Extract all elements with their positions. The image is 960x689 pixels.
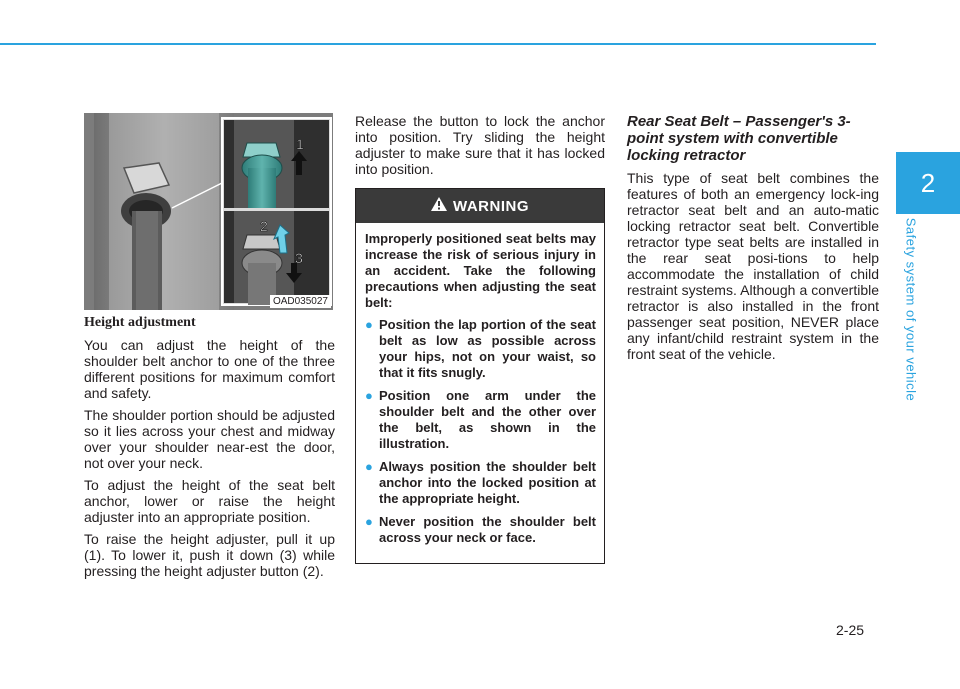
chapter-tab[interactable]	[896, 152, 960, 214]
figure-code: OAD035027	[270, 295, 331, 308]
warning-title: WARNING	[453, 197, 529, 215]
bullet-icon: ●	[365, 388, 373, 403]
warning-item	[365, 388, 596, 452]
bullet-icon: ●	[365, 514, 373, 529]
illustration-graphic	[84, 113, 333, 310]
release-paragraph: Release the button to lock the anchor into position. Try sliding the height adjuster to make sure that it has locked into position.	[355, 113, 605, 177]
warning-triangle-icon	[431, 197, 447, 215]
callout-1: 1	[296, 136, 304, 152]
height-adjustment-section	[84, 315, 335, 585]
callout-3: 3	[295, 250, 303, 266]
chapter-title-text: Safety system of your vehicle	[903, 217, 919, 401]
warning-item-text: Never position the shoulder belt across your neck or face.	[379, 514, 596, 545]
warning-box	[355, 188, 605, 564]
rear-seat-belt-paragraph: This type of seat belt combines the features of both an emergency lock-ing retractor seat belt and an auto-matic locking retractor seat belt. Convertible retractor type seat belts are installed in the rear seat posi-tions to help accommodate the installation of child restraint systems. Although a convertible retractor is also installed in the front passenger seat position, NEVER place any infant/child restraint system in the front seat of the vehicle.	[627, 170, 879, 362]
paragraph: The shoulder portion should be adjusted so it lies across your chest and midway over your shoulder near-est the door, not over your neck.	[84, 407, 335, 471]
paragraph: You can adjust the height of the shoulder belt anchor to one of the three different positions for maximum comfort and safety.	[84, 337, 335, 401]
warning-item-text: Position one arm under the shoulder belt and the other over the belt, as shown in the illustration.	[379, 388, 596, 451]
bullet-icon: ●	[365, 317, 373, 332]
paragraph: To raise the height adjuster, pull it up (1). To lower it, push it down (3) while pressing the height adjuster button (2).	[84, 531, 335, 579]
warning-item	[365, 459, 596, 507]
rear-seat-belt-heading: Rear Seat Belt – Passenger's 3-point system with convertible locking retractor	[627, 113, 851, 164]
warning-item-text: Position the lap portion of the seat belt as low as possible across your hips, not on your waist, so that it fits snugly.	[379, 317, 596, 380]
paragraph: To adjust the height of the seat belt anchor, lower or raise the height adjuster into an appropriate position.	[84, 477, 335, 525]
seat-belt-height-adjuster-illustration	[84, 113, 333, 310]
callout-2: 2	[260, 218, 268, 234]
warning-body	[356, 223, 604, 546]
height-adjustment-heading: Height adjustment	[84, 315, 196, 330]
page-number: 2-25	[836, 622, 865, 638]
rear-seat-belt-section	[627, 113, 879, 368]
chapter-title	[896, 214, 926, 404]
warning-item	[365, 317, 596, 381]
warning-intro: Improperly positioned seat belts may increase the risk of serious injury in an accident. Take the following precautions when adjusting the seat belt:	[365, 231, 596, 310]
release-section	[355, 113, 605, 183]
warning-item-text: Always position the shoulder belt anchor into the locked position at the appropriate height.	[379, 459, 596, 506]
warning-header	[356, 189, 604, 223]
warning-item	[365, 514, 596, 546]
header-rule	[0, 43, 876, 45]
bullet-icon: ●	[365, 459, 373, 474]
chapter-number: 2	[920, 167, 936, 198]
